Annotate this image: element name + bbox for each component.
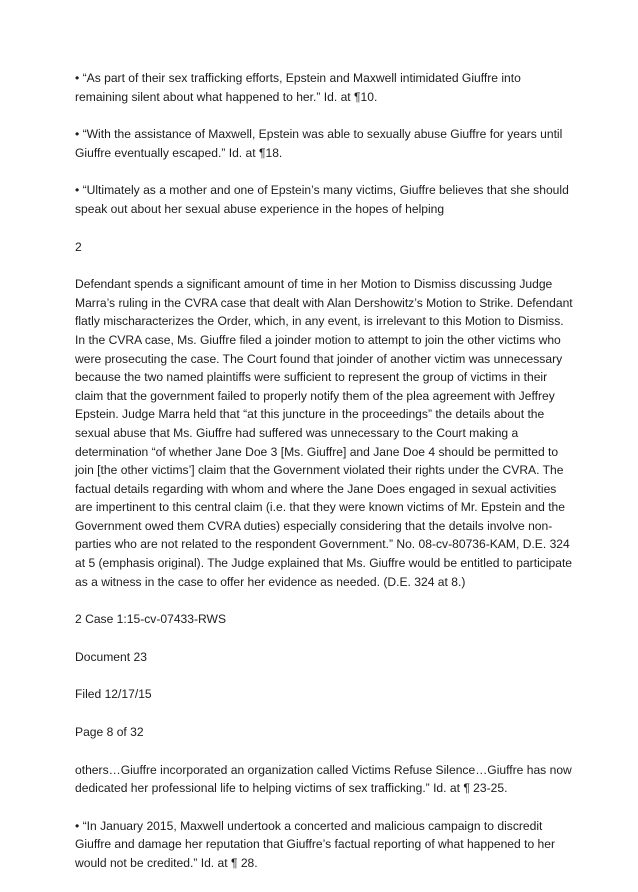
- continuation-paragraph: others…Giuffre incorporated an organization called Victims Refuse Silence…Giuffre has now dedicated her professional life to helping victims of sex trafficking.” Id. at ¶ 23-25.: [75, 762, 572, 796]
- document-number: Document 23: [75, 649, 147, 664]
- bullet-campaign: • “In January 2015, Maxwell undertook a concerted and malicious campaign to discredit Giuffre and damage her reputation that Giuffre’s factual reporting of what happened to her would not be credited.” Id. at ¶ 28.: [75, 818, 556, 870]
- page-count: Page 8 of 32: [75, 725, 144, 740]
- bullet-intimidation: • “As part of their sex trafficking efforts, Epstein and Maxwell intimidated Giuffre into remaining silent about what happened to her.” Id. at ¶10.: [75, 71, 521, 104]
- footnote-marker: 2: [75, 239, 82, 254]
- case-number: 2 Case 1:15-cv-07433-RWS: [75, 612, 227, 627]
- document-page: [75, 69, 573, 892]
- bullet-abuse-years: • “With the assistance of Maxwell, Epstein was able to sexually abuse Giuffre for years until Giuffre eventually escaped.” Id. at ¶18.: [75, 127, 563, 160]
- filed-date: Filed 12/17/15: [75, 687, 152, 702]
- bullet-speak-out: • “Ultimately as a mother and one of Epstein’s many victims, Giuffre believes that she should speak out about her sexual abuse experience in the hopes of helping: [75, 183, 569, 216]
- footnote-body: Defendant spends a significant amount of time in her Motion to Dismiss discussing Judge Marra’s ruling in the CVRA case that dealt with Alan Dershowitz’s Motion to Strike. Defendant flatly mischaracterizes the Order, which, in any event, is irrelevant to this Motion to Dismiss. In the CVRA case, Ms. Giuffre filed a joinder motion to attempt to join the other victims who were prosecuting the case. The Court found that joinder of another victim was unnecessary because the two named plaintiffs were sufficient to represent the group of victims in their claim that the government failed to properly notify them of the plea agreement with Jeffrey Epstein. Judge Marra held that “at this juncture in the proceedings” the details about the sexual abuse that Ms. Giuffre had suffered was unnecessary to the Court making a determination “of whether Jane Doe 3 [Ms. Giuffre] and Jane Doe 4 should be permitted to join [the other victims’] claim that the Government violated their rights under the CVRA. The factual details regarding with whom and where the Jane Does engaged in sexual activities are impertinent to this central claim (i.e. that they were known victims of Mr. Epstein and the Government owed them CVRA duties) especially considering that the details involve non-parties who are not related to the respondent Government.” No. 08-cv-80736-KAM, D.E. 324 at 5 (emphasis original). The Judge explained that Ms. Giuffre would be entitled to participate as a witness in the case to offer her evidence as needed. (D.E. 324 at 8.): [75, 277, 573, 589]
